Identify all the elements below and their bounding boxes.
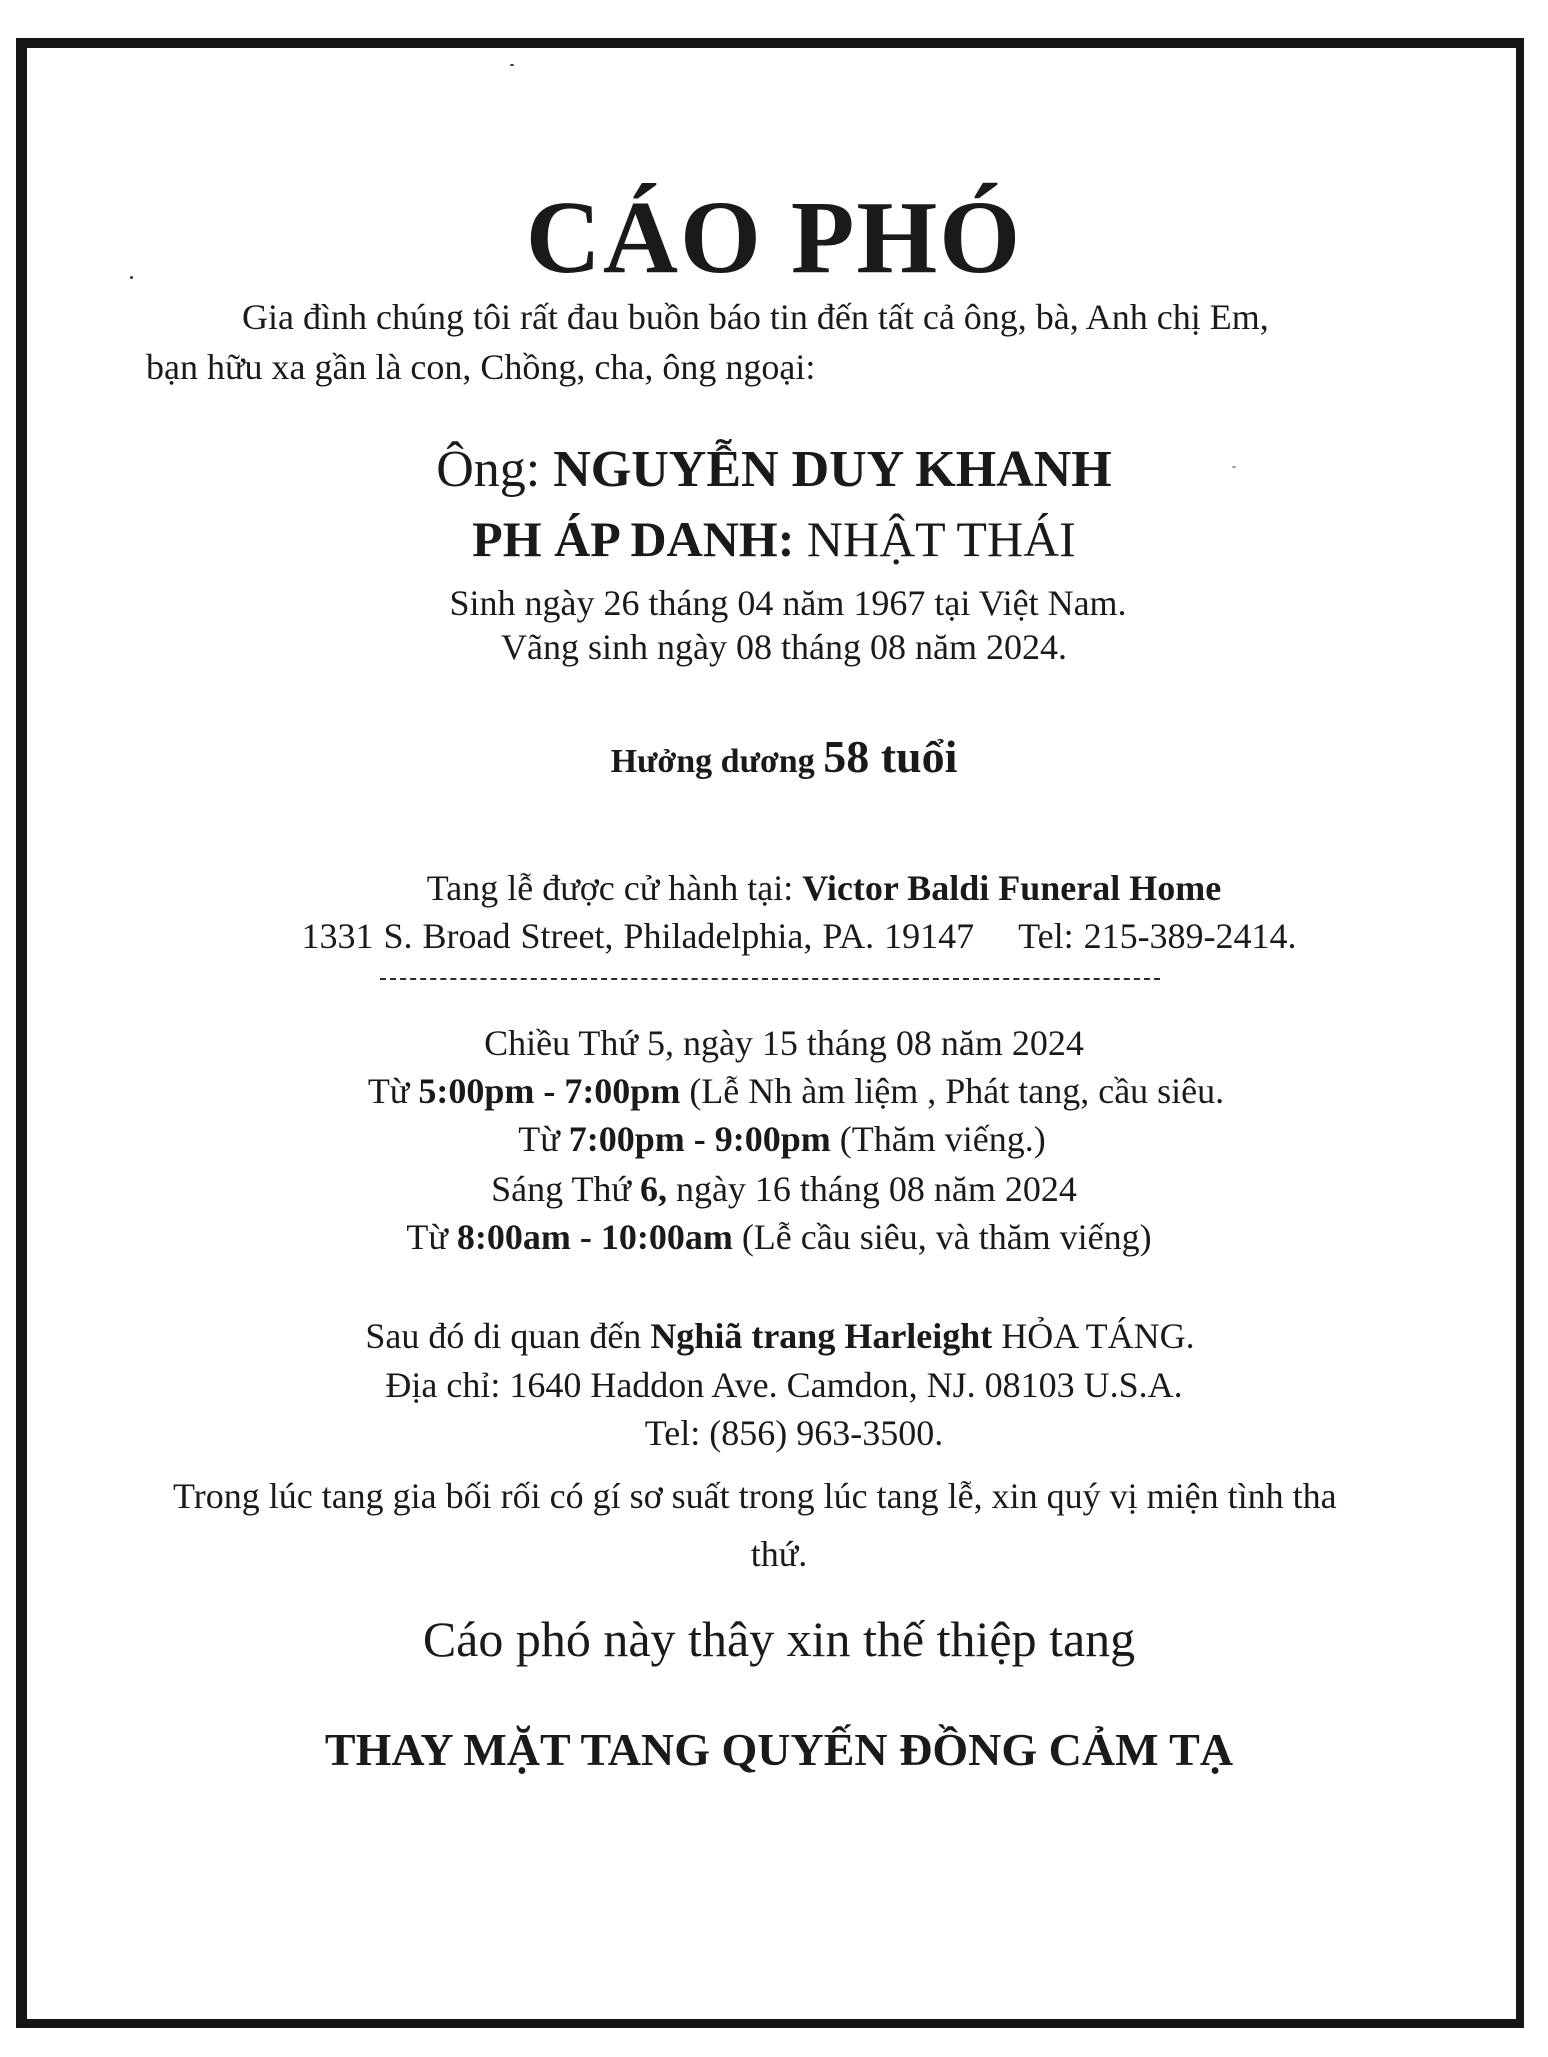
venue-name: Victor Baldi Funeral Home	[802, 868, 1222, 908]
day-2-prefix: Sáng Thứ	[491, 1169, 640, 1209]
closing-line-1: Trong lúc tang gia bối rối có gí sơ suất trong lúc tang lễ, xin quý vị miện tình tha	[173, 1476, 1337, 1516]
schedule-slot-3	[10, 1216, 1548, 1258]
dharma-prefix: PH ÁP DANH:	[472, 511, 795, 567]
divider	[380, 978, 1160, 980]
deceased-name: NGUYỄN DUY KHANH	[553, 441, 1112, 498]
scan-speck	[510, 64, 514, 66]
venue-address: 1331 S. Broad Street, Philadelphia, PA. 19147	[301, 916, 975, 956]
venue-address-line	[50, 915, 1548, 957]
slot-3-desc: (Lễ cầu siêu, và thăm viếng)	[732, 1217, 1152, 1257]
day-2-number: 6,	[639, 1169, 667, 1209]
scan-speck	[130, 276, 133, 279]
slot-3-prefix: Từ	[406, 1217, 457, 1257]
name-prefix: Ông:	[436, 441, 541, 498]
cemetery-address: Địa chỉ: 1640 Haddon Ave. Camdon, NJ. 08103 U.S.A.	[385, 1365, 1183, 1405]
closing-line-2: thứ.	[750, 1534, 808, 1574]
dharma-name-line	[0, 510, 1548, 568]
venue-phone: Tel: 215-389-2414.	[1018, 916, 1297, 956]
venue-prefix: Tang lễ được cử hành tại:	[426, 868, 794, 908]
schedule-day-2	[20, 1168, 1548, 1210]
slot-3-time: 8:00am - 10:00am	[456, 1217, 733, 1257]
schedule-slot-2	[16, 1118, 1548, 1160]
slot-2-time: 7:00pm - 9:00pm	[568, 1119, 831, 1159]
age-value: 58 tuổi	[823, 731, 958, 782]
schedule-day-1: Chiều Thứ 5, ngày 15 tháng 08 năm 2024	[484, 1023, 1084, 1063]
slot-2-desc: (Thăm viếng.)	[830, 1119, 1046, 1159]
schedule-slot-1	[44, 1070, 1548, 1112]
scan-speck	[1232, 466, 1236, 468]
venue-line	[100, 867, 1548, 909]
slot-1-prefix: Từ	[367, 1071, 419, 1111]
death-line: Vãng sinh ngày 08 tháng 08 năm 2024.	[501, 627, 1067, 667]
age-line	[20, 730, 1548, 783]
slot-1-time: 5:00pm - 7:00pm	[418, 1071, 681, 1111]
slot-1-desc: (Lễ Nh àm liệm , Phát tang, cầu siêu.	[680, 1071, 1225, 1111]
burial-suffix: HỎA TÁNG.	[992, 1316, 1195, 1356]
slot-2-prefix: Từ	[518, 1119, 569, 1159]
deceased-name-line	[0, 440, 1548, 499]
dharma-name: NHẬT THÁI	[806, 511, 1076, 567]
birth-line: Sinh ngày 26 tháng 04 năm 1967 tại Việt Nam.	[449, 583, 1127, 623]
cemetery-phone: Tel: (856) 963-3500.	[644, 1413, 944, 1453]
day-2-date: ngày 16 tháng 08 năm 2024	[666, 1169, 1077, 1209]
age-prefix: Hưởng dương	[610, 743, 815, 780]
page-title: CÁO PHÓ	[525, 180, 1023, 295]
cemetery-name: Nghiã trang Harleight	[650, 1316, 993, 1356]
burial-prefix: Sau đó di quan đến	[365, 1316, 651, 1356]
burial-line	[12, 1315, 1548, 1357]
thanks-line: THAY MẶT TANG QUYẾN ĐỒNG CẢM TẠ	[324, 1724, 1234, 1775]
intro-line-2: bạn hữu xa gần là con, Chồng, cha, ông ngoại:	[146, 347, 816, 387]
notice-line: Cáo phó này thây xin thế thiệp tang	[422, 1611, 1136, 1667]
intro-line-1: Gia đình chúng tôi rất đau buồn báo tin đến tất cả ông, bà, Anh chị Em,	[242, 297, 1269, 337]
